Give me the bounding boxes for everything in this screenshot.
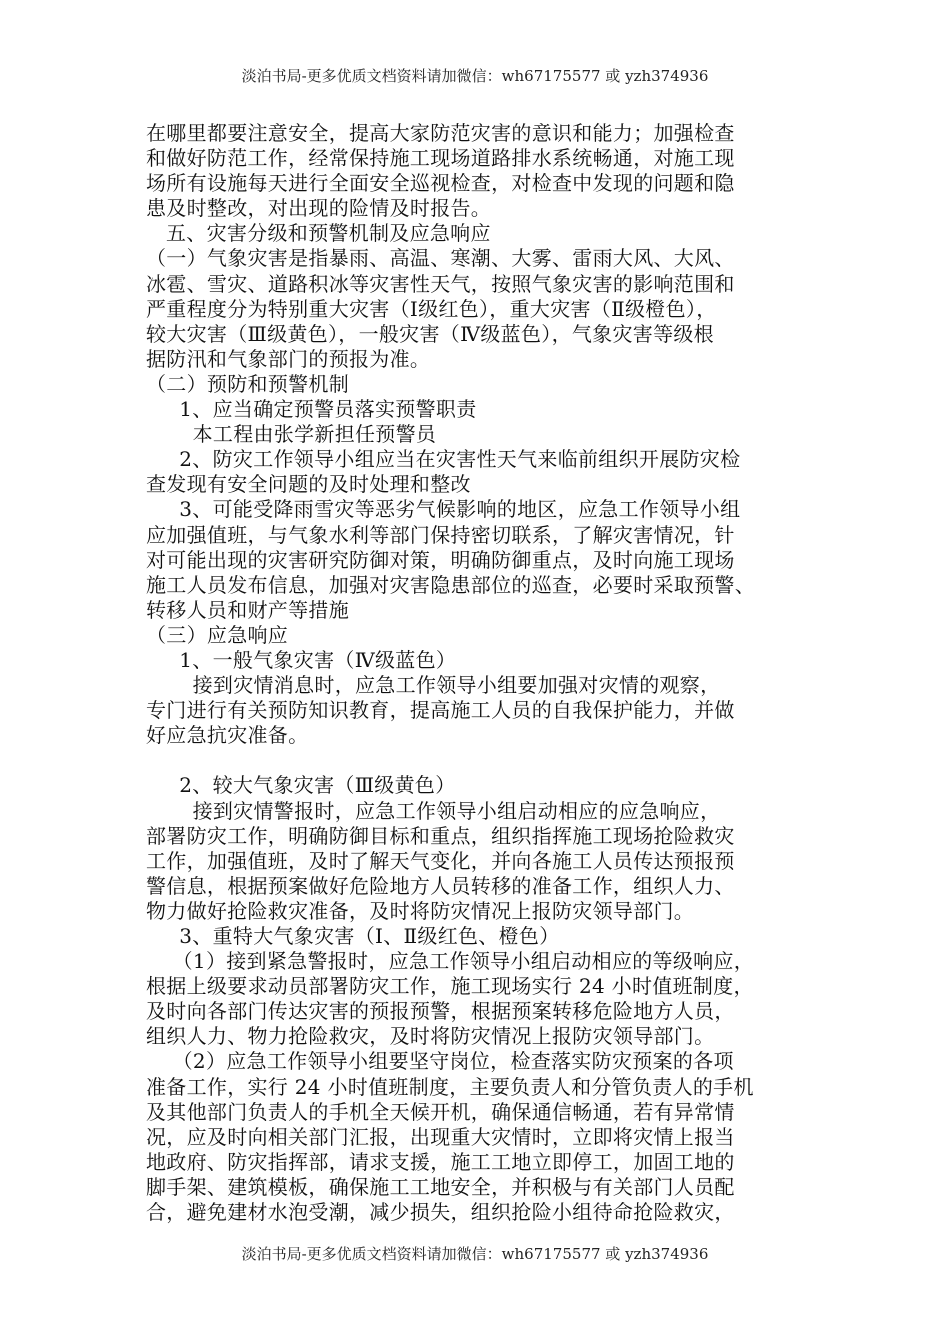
text-line: 准备工作，实行 24 小时值班制度，主要负责人和分管负责人的手机 [146, 1074, 754, 1099]
text-line: （2）应急工作领导小组要坚守岗位，检查落实防灾预案的各项 [146, 1049, 734, 1074]
text-line: 及时向各部门传达灾害的预报预警，根据预案转移危险地方人员， [146, 999, 735, 1024]
text-line: 况，应及时向相关部门汇报，出现重大灾情时，立即将灾情上报当 [146, 1124, 735, 1149]
text-line: 五、灾害分级和预警机制及应急响应 [146, 221, 491, 246]
text-line: （二）预防和预警机制 [146, 371, 349, 396]
text-line: 警信息，根据预案做好危险地方人员转移的准备工作，组织人力、 [146, 873, 735, 898]
text-line: 物力做好抢险救灾准备，及时将防灾情况上报防灾领导部门。 [146, 898, 695, 923]
text-line: 接到灾情消息时，应急工作领导小组要加强对灾情的观察， [146, 673, 721, 698]
text-line: 应加强值班，与气象水利等部门保持密切联系，了解灾害情况，针 [146, 522, 735, 547]
text-line: 组织人力、物力抢险救灾，及时将防灾情况上报防灾领导部门。 [146, 1024, 715, 1049]
text-line: 2、防灾工作领导小组应当在灾害性天气来临前组织开展防灾检 [146, 447, 741, 472]
text-line [146, 748, 822, 773]
text-line: 好应急抗灾准备。 [146, 723, 309, 748]
text-line: 部署防灾工作，明确防御目标和重点，组织指挥施工现场抢险救灾 [146, 823, 735, 848]
text-line: 3、可能受降雨雪灾等恶劣气候影响的地区，应急工作领导小组 [146, 497, 741, 522]
text-line: 较大灾害（Ⅲ级黄色），一般灾害（Ⅳ级蓝色），气象灾害等级根 [146, 321, 714, 346]
text-line: 合，避免建材水泡受潮，减少损失，组织抢险小组待命抢险救灾， [146, 1200, 735, 1225]
document-body [146, 121, 822, 1225]
text-line: 和做好防范工作，经常保持施工现场道路排水系统畅通，对施工现 [146, 146, 735, 171]
text-line: 1、应当确定预警员落实预警职责 [146, 397, 477, 422]
text-line: （一）气象灾害是指暴雨、高温、寒潮、大雾、雷雨大风、大风、 [146, 246, 735, 271]
text-line: （1）接到紧急警报时，应急工作领导小组启动相应的等级响应， [146, 949, 755, 974]
text-line: （三）应急响应 [146, 622, 289, 647]
text-line: 本工程由张学新担任预警员 [146, 422, 437, 447]
text-line: 据防汛和气象部门的预报为准。 [146, 346, 431, 371]
text-line: 根据上级要求动员部署防灾工作，施工现场实行 24 小时值班制度， [146, 974, 754, 999]
page-footer: 淡泊书局-更多优质文档资料请加微信：wh67175577 或 yzh374936 [241, 1245, 709, 1263]
text-line: 查发现有安全问题的及时处理和整改 [146, 472, 471, 497]
text-line: 工作，加强值班，及时了解天气变化，并向各施工人员传达预报预 [146, 848, 735, 873]
text-line: 患及时整改，对出现的险情及时报告。 [146, 196, 492, 221]
text-line: 脚手架、建筑模板，确保施工工地安全，并积极与有关部门人员配 [146, 1174, 735, 1199]
text-line: 3、重特大气象灾害（Ⅰ、Ⅱ级红色、橙色） [146, 924, 560, 948]
text-line: 地政府、防灾指挥部，请求支援，施工工地立即停工，加固工地的 [146, 1149, 735, 1174]
text-line: 对可能出现的灾害研究防御对策，明确防御重点，及时向施工现场 [146, 547, 735, 572]
text-line: 及其他部门负责人的手机全天候开机，确保通信畅通，若有异常情 [146, 1099, 735, 1124]
text-line: 专门进行有关预防知识教育，提高施工人员的自我保护能力，并做 [146, 698, 735, 723]
page-header: 淡泊书局-更多优质文档资料请加微信：wh67175577 或 yzh374936 [241, 67, 709, 85]
text-line: 施工人员发布信息，加强对灾害隐患部位的巡查，必要时采取预警、 [146, 572, 755, 597]
text-line: 场所有设施每天进行全面安全巡视检查，对检查中发现的问题和隐 [146, 171, 735, 196]
text-line: 冰雹、雪灾、道路积冰等灾害性天气，按照气象灾害的影响范围和 [146, 271, 735, 296]
text-line: 1、一般气象灾害（Ⅳ级蓝色） [146, 647, 457, 672]
text-line: 接到灾情警报时，应急工作领导小组启动相应的应急响应， [146, 798, 721, 823]
text-line: 严重程度分为特别重大灾害（Ⅰ级红色），重大灾害（Ⅱ级橙色）， [146, 296, 717, 321]
text-line: 在哪里都要注意安全，提高大家防范灾害的意识和能力；加强检查 [146, 121, 735, 145]
text-line: 2、较大气象灾害（Ⅲ级黄色） [146, 773, 456, 798]
text-line: 转移人员和财产等措施 [146, 597, 349, 622]
